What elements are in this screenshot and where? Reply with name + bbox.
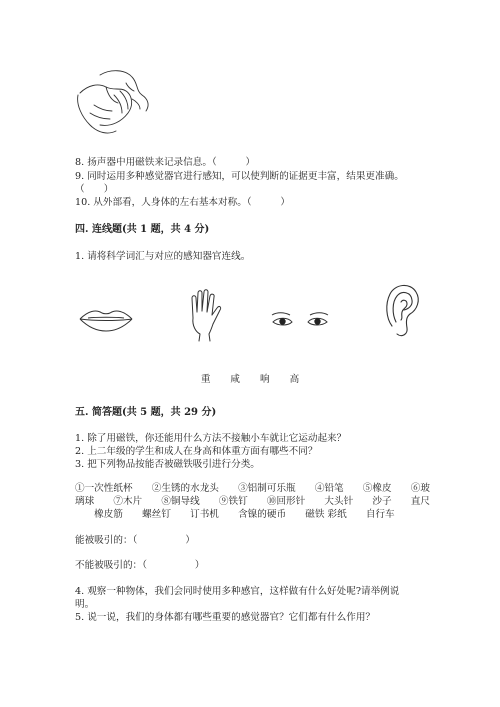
- not-attracted-answer: 不能被吸引的：（ ）: [75, 560, 205, 571]
- question-8: 8. 扬声器中用磁铁来记录信息。（ ）: [75, 157, 256, 168]
- section-4-question-1: 1. 请将科学词汇与对应的感知器官连线。: [75, 251, 251, 262]
- mouth-icon: [78, 307, 134, 333]
- section-5-question-4-cont: 明。: [75, 599, 95, 610]
- eyes-icon: [270, 311, 332, 331]
- word-heavy: 重: [200, 374, 211, 385]
- section-5-question-3: 3. 把下列物品按能否被磁铁吸引进行分类。: [75, 459, 260, 470]
- item-list-line-1: ①一次性纸杯 ②生锈的水龙头 ③铝制可乐瓶 ④铅笔 ⑤橡皮 ⑥玻: [75, 483, 430, 494]
- science-words: [0, 371, 500, 385]
- section-4-heading: 四. 连线题(共 1 题，共 4 分): [75, 224, 210, 235]
- ear-icon: [384, 282, 420, 338]
- word-high: 高: [289, 374, 300, 385]
- item-list-line-2: 璃球 ⑦木片 ⑧铜导线 ⑨铁钉 ⑩回形针 大头针 沙子 直尺: [75, 496, 430, 507]
- item-list-line-3: 橡皮筋 螺丝钉 订书机 含镍的硬币 磁铁 彩纸 自行车: [75, 509, 395, 520]
- question-9-blank: （ ）: [75, 184, 114, 195]
- question-10: 10. 从外部看，人身体的左右基本对称。（ ）: [75, 197, 290, 208]
- hand-icon: [184, 288, 224, 342]
- word-loud: 响: [260, 374, 270, 385]
- attracted-answer: 能被吸引的：（ ）: [75, 535, 195, 546]
- section-5-question-4: 4. 观察一种物体，我们会同时使用多种感官，这样做有什么好处呢?请举例说: [75, 586, 400, 597]
- question-9: 9. 同时运用多种感觉器官进行感知，可以使判断的证据更丰富，结果更准确。: [75, 171, 404, 182]
- section-5-heading: 五. 简答题(共 5 题，共 29 分): [75, 407, 217, 418]
- word-salty: 咸: [230, 374, 240, 385]
- hands-illustration: [70, 65, 160, 140]
- section-5-question-1: 1. 除了用磁铁，你还能用什么方法不接触小车就让它运动起来？: [75, 433, 347, 444]
- section-5-question-5: 5. 说一说，我们的身体都有哪些重要的感觉器官？它们都有什么作用？: [75, 612, 376, 623]
- section-5-question-2: 2. 上二年级的学生和成人在身高和体重方面有哪些不同？: [75, 446, 318, 457]
